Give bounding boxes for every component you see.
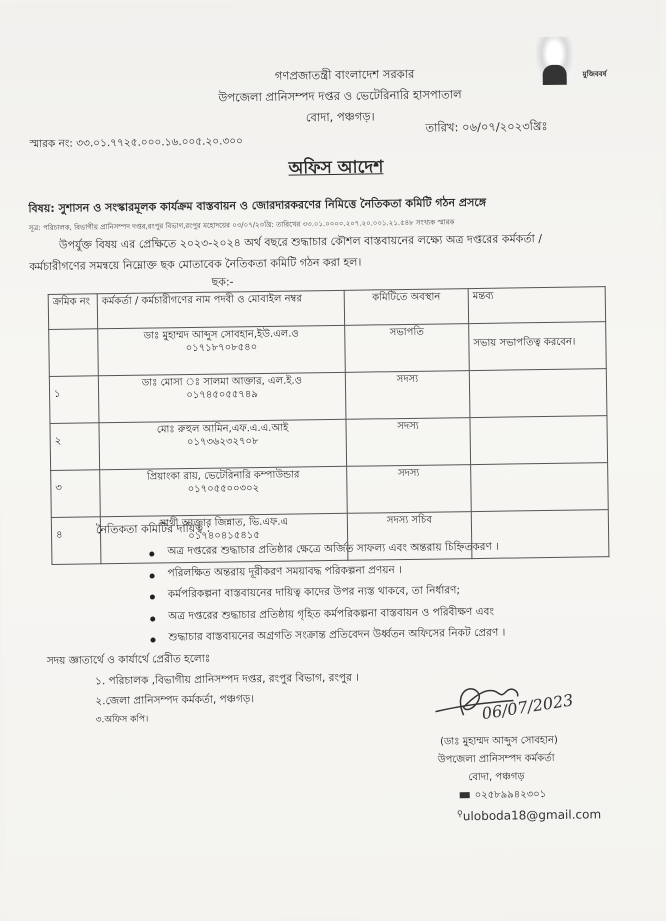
signatory-place: বোদা, পঞ্চগড়	[468, 771, 525, 784]
office-location: বোদা, পঞ্চগড়।	[305, 109, 375, 125]
duties-heading: নৈতিকতা কমিটির দায়িত্ব :	[95, 521, 211, 537]
member-name: ডাঃ মোসা ঃ সালমা আক্তার, এল.ই.ও	[141, 375, 303, 389]
office-name: উপজেলা প্রানিসম্পদ দপ্তর ও ভেটেরিনারি হাসপাতাল	[218, 87, 462, 105]
signatory-phone	[460, 789, 547, 803]
header-name: কর্মকর্তা / কর্মচারীগণের নাম পদবী ও মোবাইল নম্বর	[97, 290, 344, 328]
order-date: তারিখ: ০৬/০৭/২০২৩খ্রিঃ	[425, 118, 548, 135]
signature-date: 06/07/2023	[480, 690, 575, 724]
memo-number: স্মারক নং: ৩৩.০১.৭৭২৫.০০০.১৬.০০৫.২০.৩০০	[29, 135, 244, 151]
distribution-item: ১. পরিচালক ,বিভাগীয় প্রানিসম্পদ দপ্তর, রংপুর বিভাগ, রংপুর ।	[95, 671, 360, 688]
table-row	[51, 463, 609, 518]
serial-cell: ৪	[51, 517, 101, 565]
duty-item: কর্মপরিকল্পনা বাস্তবায়নের দায়িত্ব কাদের উপর ন্যস্ত থাকবে, তা নির্ধারণ;	[167, 584, 461, 601]
header-serial: ক্রমিক নং	[48, 294, 97, 330]
member-name: সাথী আক্তার জিন্নাত, ভি.এফ.এ	[159, 516, 289, 530]
bullet-icon	[150, 637, 155, 642]
duty-item: অত্র দপ্তরের শুদ্ধাচার প্রতিষ্ঠার ক্ষেত্রে অর্জিত সাফল্য এবং অন্তরায় চিহ্নিতকরণ ।	[167, 540, 499, 558]
header-remark: মন্তব্য	[468, 287, 605, 324]
table-row	[49, 322, 607, 377]
signatory-name: (ডাঃ মুহাম্মদ আব্দুস সোবহান)	[439, 734, 558, 748]
position-cell: সদস্য	[347, 465, 472, 514]
member-name: মোঃ রুহুল আমিন,এফ.এ.এ.আই	[156, 422, 289, 436]
mujib-borsho-logo	[534, 37, 575, 86]
distribution-heading: সদয় জ্ঞাতার্থে ও কার্যার্থে প্রেরীত হলোঃ	[46, 652, 211, 668]
signatory-email	[457, 807, 601, 824]
source-reference: সূত্র: পরিচালক, বিভাগীয় প্রানিসম্পদ দপ্তর,রংপুর বিভাগ,রংপুর মহোদয়ের ০৩/০৭/২৩খ্রি: তারিখের ৩৩.০১.০০০০.২০৭.২০.০০১.২১.৫৪৮ সংখ্যক স্মারক	[28, 218, 455, 233]
email-address: uloboda18@gmail.com	[462, 807, 602, 824]
serial-cell	[49, 329, 99, 377]
body-line-1: উপর্যুক্ত বিষয় এর প্রেক্ষিতে ২০২৩-২০২৪ অর্থ বছরে শুদ্ধাচার কৌশল বাস্তবায়নের লক্ষ্যে অত্র দপ্তরের কর্মকর্তা /	[58, 232, 543, 252]
remark-cell: সভায় সভাপতিত্ব করবেন।	[469, 322, 607, 371]
remark-cell	[470, 416, 608, 465]
remark-cell	[471, 463, 609, 512]
name-cell	[98, 372, 346, 422]
table-row	[49, 369, 607, 424]
bullet-icon	[150, 573, 155, 578]
page-title: অফিস আদেশ	[288, 157, 384, 179]
phone-icon	[460, 792, 470, 798]
member-mobile: ০১৭০৫৫০০৩০২	[187, 482, 260, 495]
remark-cell	[469, 369, 607, 418]
logo-text: মুজিববর্ষ	[582, 70, 607, 79]
subject-line: বিষয়: সুশাসন ও সংস্কারমূলক কার্যক্রম বাস্তবায়ন ও জোরদারকরণের নিমিত্তে নৈতিকতা কমিটি গঠন প্রসঙ্গে	[28, 195, 487, 216]
position-cell: সদস্য সচিব	[347, 512, 472, 561]
member-mobile: ০১৭৪৫০৫৫৭৪৯	[186, 388, 258, 401]
table-caption: ছক:-	[211, 275, 234, 289]
member-mobile: ০১৭৪০৪১৫৪১৫	[188, 529, 260, 542]
position-cell: সদস্য	[346, 418, 471, 467]
duty-item: অত্র দপ্তরের শুদ্ধাচার প্রতিষ্ঠায় গৃহিত কর্মপরিকল্পনা বাস্তবায়ন ও পরিবীক্ষণ এবং	[168, 605, 495, 622]
body-line-2: কর্মচারীগণের সমন্বয়ে নিম্নোক্ত ছক মোতাবেক নৈতিকতা কমিটি গঠন করা হল।	[29, 255, 362, 274]
table-row	[50, 416, 608, 471]
bullet-icon	[150, 616, 155, 621]
serial-cell: ১	[49, 376, 99, 424]
header-position: কমিটিতে অবস্থান	[344, 289, 468, 326]
bullet-icon	[149, 552, 154, 557]
distribution-item: ২.জেলা প্রানিসম্পদ কর্মকর্তা, পঞ্চগড়।	[95, 693, 255, 708]
serial-cell: ৩	[51, 470, 101, 518]
email-icon: ⚲	[456, 809, 463, 819]
phone-number: ০২৫৮৯৯৪২৩০১	[474, 789, 547, 802]
member-mobile: ০১৭১৮৭০৮৫৪০	[185, 341, 258, 354]
name-cell	[99, 419, 347, 469]
distribution-item: ৩.অফিস কপি।	[95, 714, 149, 726]
name-cell	[100, 466, 348, 516]
duty-item: পরিলক্ষিত অন্তরায় দূরীকরণ সময়াবদ্ধ পরিকল্পনা প্রণয়ন ।	[167, 563, 402, 579]
serial-cell: ২	[50, 423, 100, 471]
government-name: গণপ্রজাতন্ত্রী বাংলাদেশ সরকার	[274, 66, 415, 83]
signatory-designation: উপজেলা প্রানিসম্পদ কর্মকর্তা	[437, 752, 555, 766]
position-cell: সভাপতি	[345, 324, 470, 373]
member-name: ডাঃ মুহাম্মদ আব্দুস সোবহান,ইউ.এল.ও	[143, 328, 299, 342]
duty-item: শুদ্ধাচার বাস্তবায়নের অগ্রগতি সংক্রান্ত প্রতিবেদন উর্ধ্বতন অফিসের নিকট প্রেরণ ।	[168, 626, 506, 644]
name-cell	[98, 325, 346, 375]
position-cell: সদস্য	[345, 371, 470, 420]
bullet-icon	[150, 595, 155, 600]
member-name: প্রিয়াংকা রায়, ভেটেরিনারি কম্পাউন্ডার	[146, 469, 300, 483]
member-mobile: ০১৭৩৬২৩২৭০৮	[186, 435, 259, 448]
table-row	[51, 510, 609, 565]
